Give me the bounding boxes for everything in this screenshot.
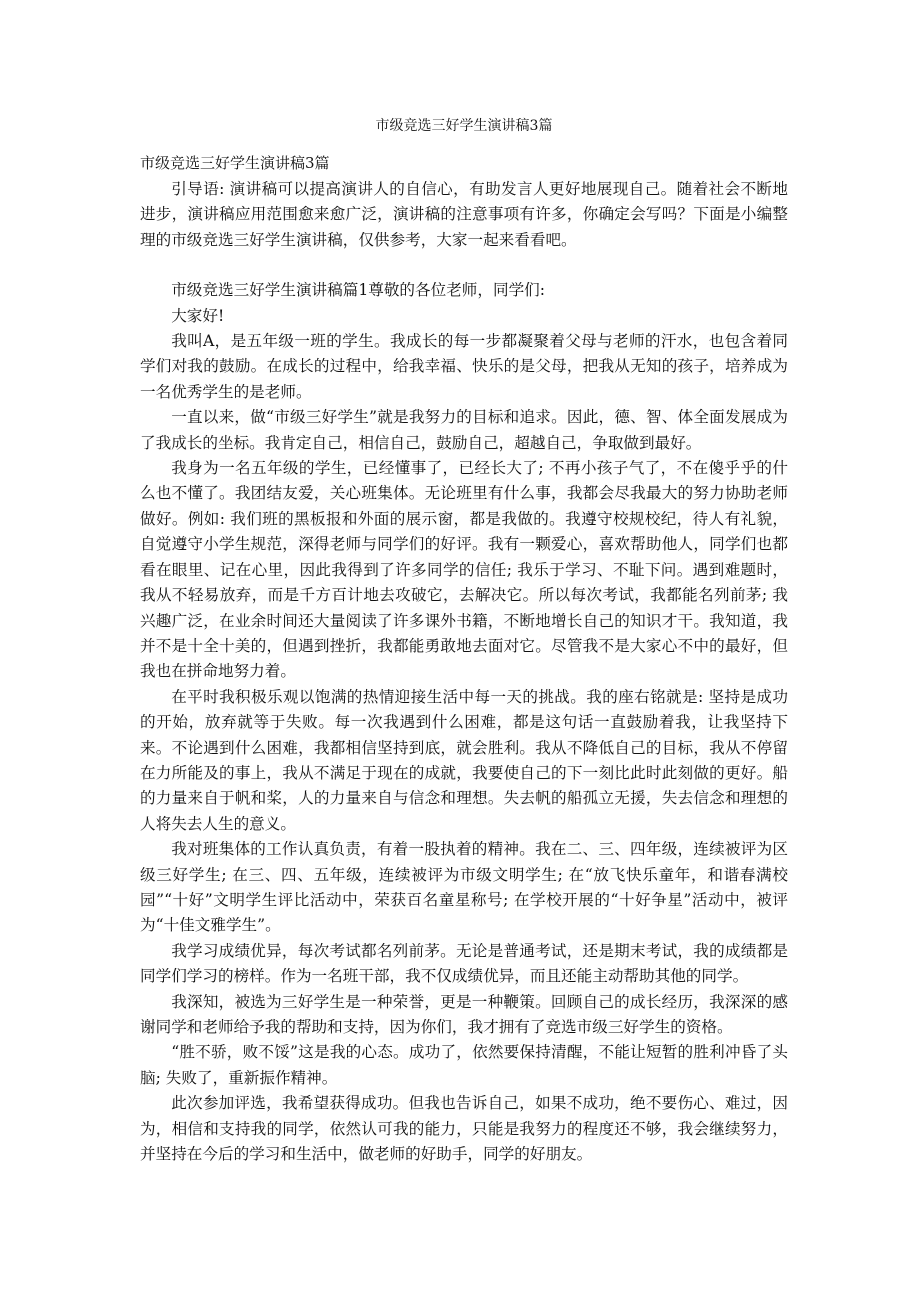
document-title: 市级竞选三好学生演讲稿3篇 [375,118,553,134]
paragraph: 一直以来，做“市级三好学生”就是我努力的目标和追求。因此，德、智、体全面发展成为了我成长的坐标。我肯定自己，相信自己，鼓励自己，超越自己，争取做到最好。 [140,408,788,452]
paragraph: 大家好! [171,306,225,325]
paragraph: 我深知，被选为三好学生是一种荣誉，更是一种鞭策。回顾自己的成长经历，我深深的感谢同学和老师给予我的帮助和支持，因为你们，我才拥有了竞选市级三好学生的资格。 [140,992,788,1036]
paragraph: “胜不骄，败不馁”这是我的心态。成功了，依然要保持清醒，不能让短暂的胜利冲昏了头脑; 失败了，重新振作精神。 [140,1043,788,1087]
paragraph: 我叫A，是五年级一班的学生。我成长的每一步都凝聚着父母与老师的汗水，也包含着同学们对我的鼓励。在成长的过程中，给我幸福、快乐的是父母，把我从无知的孩子，培养成为一名优秀学生的是老师。 [140,332,788,401]
document-subtitle: 市级竞选三好学生演讲稿3篇 [140,154,330,172]
paragraph: 我身为一名五年级的学生，已经懂事了，已经长大了; 不再小孩子气了，不在傻乎乎的什么也不懂了。我团结友爱，关心班集体。无论班里有什么事，我都会尽我最大的努力协助老师做好。例如: 我们班的黑板报和外面的展示窗，都是我做的。我遵守校规校纪，待人有礼貌，自觉遵守小学生规范，深得老师与同学们的好评。我有一颗爱心，喜欢帮助他人，同学们也都看在眼里、记在心里，因此我得到了许多同学的信任; 我乐于学习、不耻下问。遇到难题时，我从不轻易放弃，而是千方百计地去攻破它，去解决它。所以每次考试，我都能名列前茅; 我兴趣广泛，在业余时间还大量阅读了许多课外书籍，不断地增长自己的知识才干。我知道，我并不是十全十美的，但遇到挫折，我都能勇敢地去面对它。尽管我不是大家心不中的最好，但我也在拼命地努力着。 [140,459,788,681]
paragraph: 我对班集体的工作认真负责，有着一股执着的精神。我在二、三、四年级，连续被评为区级三好学生; 在三、四、五年级，连续被评为市级文明学生; 在“放飞快乐童年，和谐春满校园”“十好”文明学生评比活动中，荣获百名童星称号; 在学校开展的“十好争星”活动中，被评为“十佳文雅学生”。 [140,840,788,935]
paragraph: 我学习成绩优异，每次考试都名列前茅。无论是普通考试，还是期末考试，我的成绩都是同学们学习的榜样。作为一名班干部，我不仅成绩优异，而且还能主动帮助其他的同学。 [140,941,788,986]
paragraph: 在平时我积极乐观以饱满的热情迎接生活中每一天的挑战。我的座右铭就是: 坚持是成功的开始，放弃就等于失败。每一次我遇到什么困难，都是这句话一直鼓励着我，让我坚持下来。不论遇到什么困难，我都相信坚持到底，就会胜利。我从不降低自己的目标，我从不停留在力所能及的事上，我从不满足于现在的成就，我要使自己的下一刻比此时此刻做的更好。船的力量来自于帆和桨，人的力量来自与信念和理想。失去帆的船孤立无援，失去信念和理想的人将失去人生的意义。 [140,687,788,833]
paragraph: 此次参加评选，我希望获得成功。但我也告诉自己，如果不成功，绝不要伤心、难过，因为，相信和支持我的同学，依然认可我的能力，只能是我努力的程度还不够，我会继续努力，并坚持在今后的学习和生活中，做老师的好助手，同学的好朋友。 [140,1094,788,1164]
paragraph-gap [140,253,788,278]
document-body [140,177,788,1167]
intro-paragraph: 引导语: 演讲稿可以提高演讲人的自信心，有助发言人更好地展现自己。随着社会不断地进步，演讲稿应用范围愈来愈广泛，演讲稿的注意事项有许多，你确定会写吗？下面是小编整理的市级竞选三好学生演讲稿，仅供参考，大家一起来看看吧。 [140,180,788,249]
paragraph: 市级竞选三好学生演讲稿篇1尊敬的各位老师，同学们: [171,281,546,300]
